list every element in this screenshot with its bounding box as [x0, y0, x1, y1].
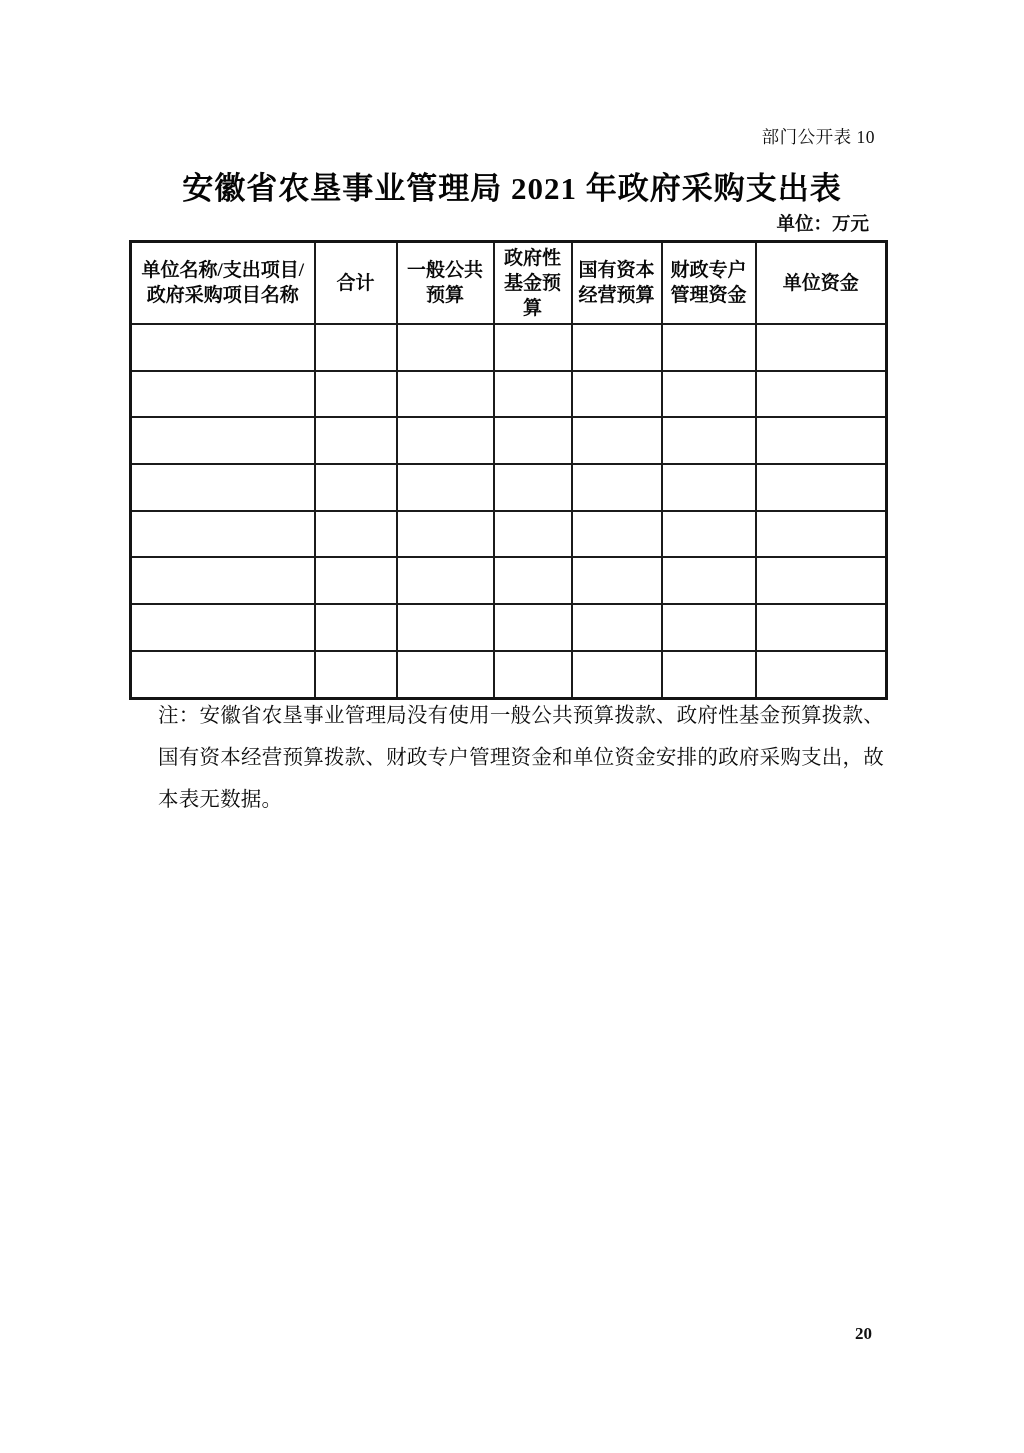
note-line: 注：安徽省农垦事业管理局没有使用一般公共预算拨款、政府性基金预算拨款、	[158, 705, 884, 727]
table-row	[131, 651, 887, 698]
empty-cell	[131, 417, 315, 464]
column-header-unit-funds	[756, 242, 887, 325]
empty-cell	[131, 464, 315, 511]
empty-cell	[572, 604, 662, 651]
empty-cell	[397, 464, 494, 511]
empty-cell	[397, 324, 494, 371]
table-row	[131, 464, 887, 511]
empty-cell	[494, 417, 572, 464]
column-header-fiscal-special-account-funds	[662, 242, 756, 325]
empty-cell	[494, 557, 572, 604]
empty-cell	[756, 324, 887, 371]
empty-cell	[572, 511, 662, 558]
column-header-line: 单位名称/支出项目/	[141, 260, 305, 281]
empty-cell	[131, 651, 315, 698]
empty-cell	[662, 324, 756, 371]
column-header-government-fund-budget	[494, 242, 572, 325]
empty-cell	[315, 464, 397, 511]
page-number: 20	[855, 1324, 872, 1343]
column-header-line: 财政专户	[670, 260, 747, 281]
empty-cell	[397, 557, 494, 604]
column-header-line: 基金预	[503, 272, 561, 294]
table-row	[131, 511, 887, 558]
empty-cell	[131, 371, 315, 418]
unit-label: 单位：万元	[776, 215, 869, 235]
empty-cell	[131, 511, 315, 558]
empty-cell	[397, 417, 494, 464]
empty-cell	[131, 324, 315, 371]
empty-cell	[315, 511, 397, 558]
table-row	[131, 604, 887, 651]
empty-cell	[494, 604, 572, 651]
empty-cell	[756, 604, 887, 651]
empty-cell	[756, 464, 887, 511]
column-header-line: 一般公共	[406, 260, 483, 281]
column-header-state-capital-operation-budget	[572, 242, 662, 325]
column-header-total	[315, 242, 397, 325]
empty-cell	[572, 371, 662, 418]
empty-cell	[662, 604, 756, 651]
empty-cell	[131, 604, 315, 651]
column-header-line: 政府采购项目名称	[146, 285, 299, 306]
empty-cell	[662, 464, 756, 511]
empty-cell	[572, 464, 662, 511]
column-header-line: 算	[522, 297, 542, 319]
empty-cell	[397, 371, 494, 418]
empty-cell	[662, 417, 756, 464]
table-row	[131, 557, 887, 604]
empty-cell	[315, 604, 397, 651]
column-header-unit-name-project	[131, 242, 315, 325]
empty-cell	[315, 371, 397, 418]
empty-cell	[315, 417, 397, 464]
empty-cell	[494, 464, 572, 511]
empty-cell	[756, 557, 887, 604]
empty-cell	[315, 324, 397, 371]
empty-cell	[662, 511, 756, 558]
column-header-line: 经营预算	[578, 285, 655, 306]
empty-cell	[572, 557, 662, 604]
empty-cell	[662, 371, 756, 418]
empty-cell	[756, 651, 887, 698]
column-header-line: 单位资金	[782, 272, 859, 294]
page-title: 安徽省农垦事业管理局 2021 年政府采购支出表	[182, 171, 842, 206]
empty-cell	[494, 371, 572, 418]
empty-cell	[756, 417, 887, 464]
empty-cell	[315, 557, 397, 604]
column-header-line: 管理资金	[670, 285, 747, 306]
empty-cell	[315, 651, 397, 698]
note-block	[158, 695, 884, 821]
table-row	[131, 324, 887, 371]
table-header-row	[131, 242, 887, 325]
empty-cell	[662, 651, 756, 698]
column-header-line: 政府性	[503, 247, 561, 269]
empty-cell	[397, 651, 494, 698]
empty-cell	[662, 557, 756, 604]
empty-cell	[494, 651, 572, 698]
empty-cell	[756, 371, 887, 418]
note-line: 本表无数据。	[158, 789, 283, 811]
corner-table-label: 部门公开表 10	[761, 127, 875, 147]
procurement-expenditure-table	[129, 240, 888, 700]
note-line: 国有资本经营预算拨款、财政专户管理资金和单位资金安排的政府采购支出，故	[158, 747, 884, 769]
table-row	[131, 417, 887, 464]
empty-cell	[131, 557, 315, 604]
column-header-line: 预算	[425, 285, 464, 306]
table-row	[131, 371, 887, 418]
empty-cell	[572, 651, 662, 698]
empty-cell	[397, 511, 494, 558]
empty-cell	[572, 417, 662, 464]
empty-cell	[756, 511, 887, 558]
empty-cell	[572, 324, 662, 371]
column-header-general-public-budget	[397, 242, 494, 325]
empty-cell	[494, 511, 572, 558]
empty-cell	[397, 604, 494, 651]
column-header-line: 国有资本	[578, 260, 655, 281]
empty-cell	[494, 324, 572, 371]
column-header-line: 合计	[336, 272, 375, 294]
